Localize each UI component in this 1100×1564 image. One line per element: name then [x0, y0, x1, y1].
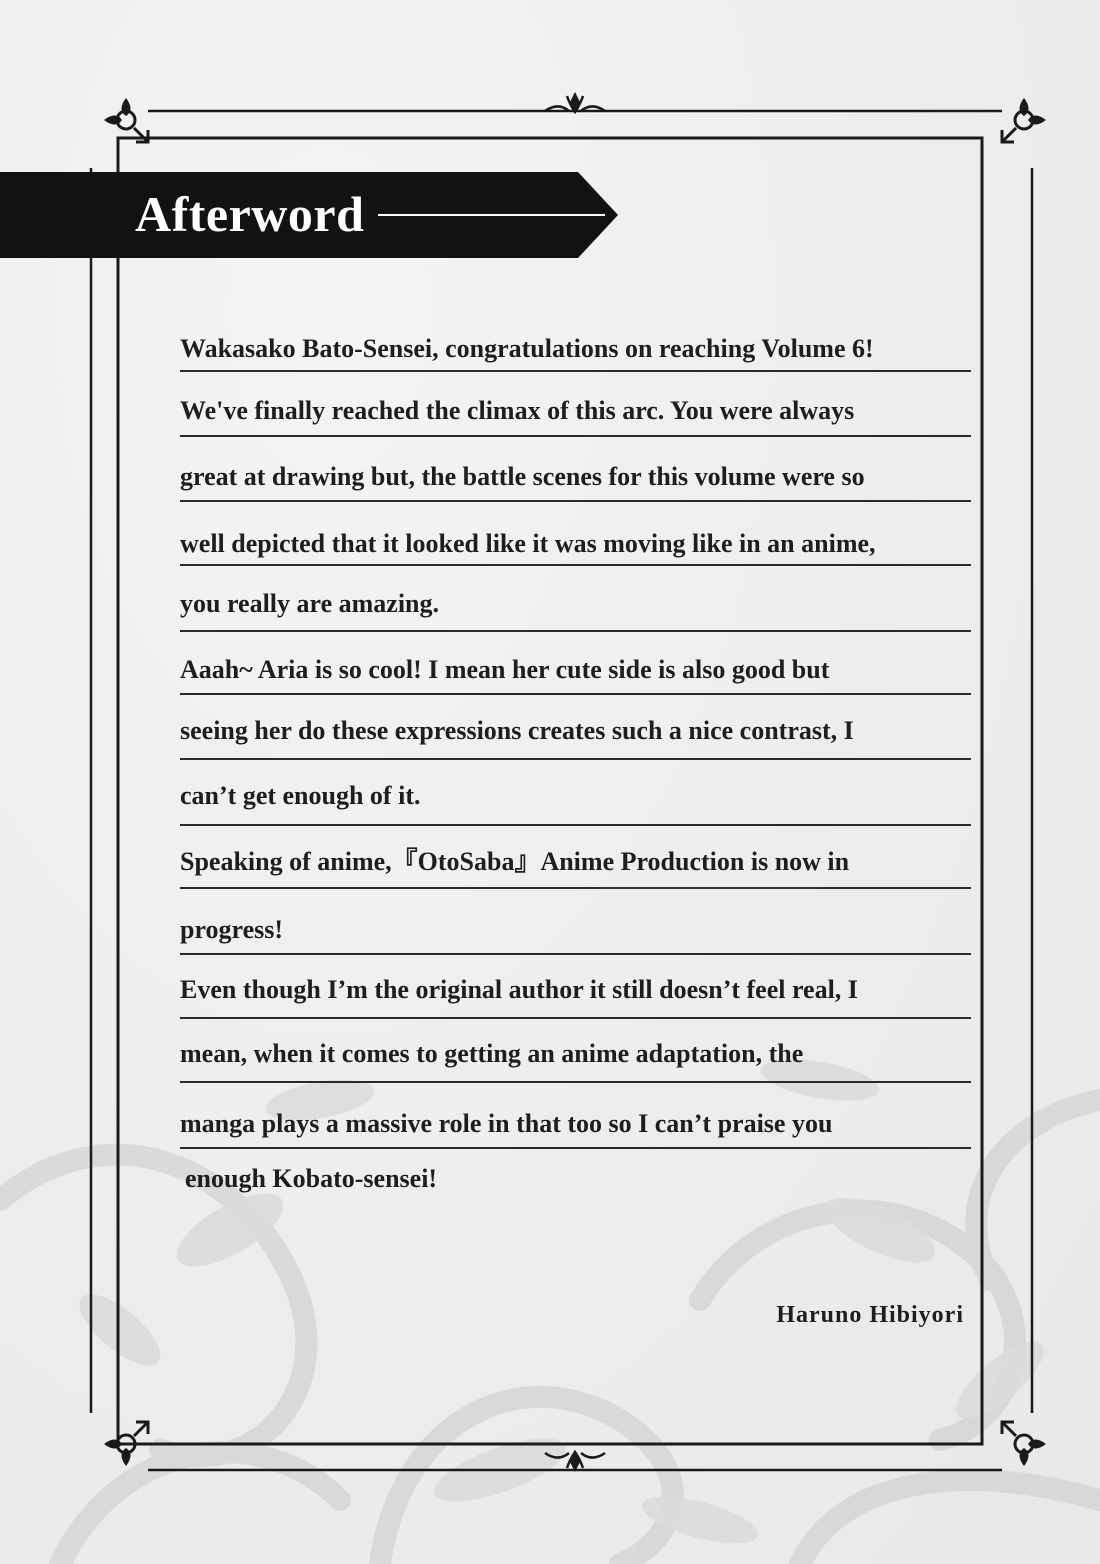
body-line: Speaking of anime,『OtoSaba』Anime Production is now in [180, 847, 850, 876]
body-line: Even though I’m the original author it still doesn’t feel real, I [180, 975, 858, 1004]
ruled-line [180, 824, 971, 826]
ruled-line [180, 1147, 971, 1149]
ruled-line [180, 370, 971, 372]
body-line: great at drawing but, the battle scenes for this volume were so [180, 462, 865, 491]
author-signature: Haruno Hibiyori [776, 1302, 964, 1328]
body-line: mean, when it comes to getting an anime adaptation, the [180, 1039, 804, 1068]
body-line: seeing her do these expressions creates such a nice contrast, I [180, 716, 854, 745]
ruled-line [180, 758, 971, 760]
ruled-line [180, 1081, 971, 1083]
ruled-line [180, 953, 971, 955]
body-line: well depicted that it looked like it was moving like in an anime, [180, 529, 876, 558]
ruled-line [180, 630, 971, 632]
ruled-line [180, 1017, 971, 1019]
body-line: enough Kobato-sensei! [185, 1164, 438, 1193]
body-line: We've finally reached the climax of this arc. You were always [180, 396, 855, 425]
body-line: can’t get enough of it. [180, 781, 421, 810]
ruled-line [180, 564, 971, 566]
body-line: you really are amazing. [180, 589, 440, 618]
page-title: Afterword [135, 186, 365, 242]
body-line: Wakasako Bato-Sensei, congratulations on reaching Volume 6! [180, 334, 874, 363]
ruled-line [180, 693, 971, 695]
ruled-line [180, 500, 971, 502]
ruled-line [180, 435, 971, 437]
body-line: Aaah~ Aria is so cool! I mean her cute side is also good but [180, 655, 830, 684]
ruled-line [180, 887, 971, 889]
body-line: manga plays a massive role in that too so I can’t praise you [180, 1109, 833, 1138]
body-line: progress! [180, 915, 284, 944]
